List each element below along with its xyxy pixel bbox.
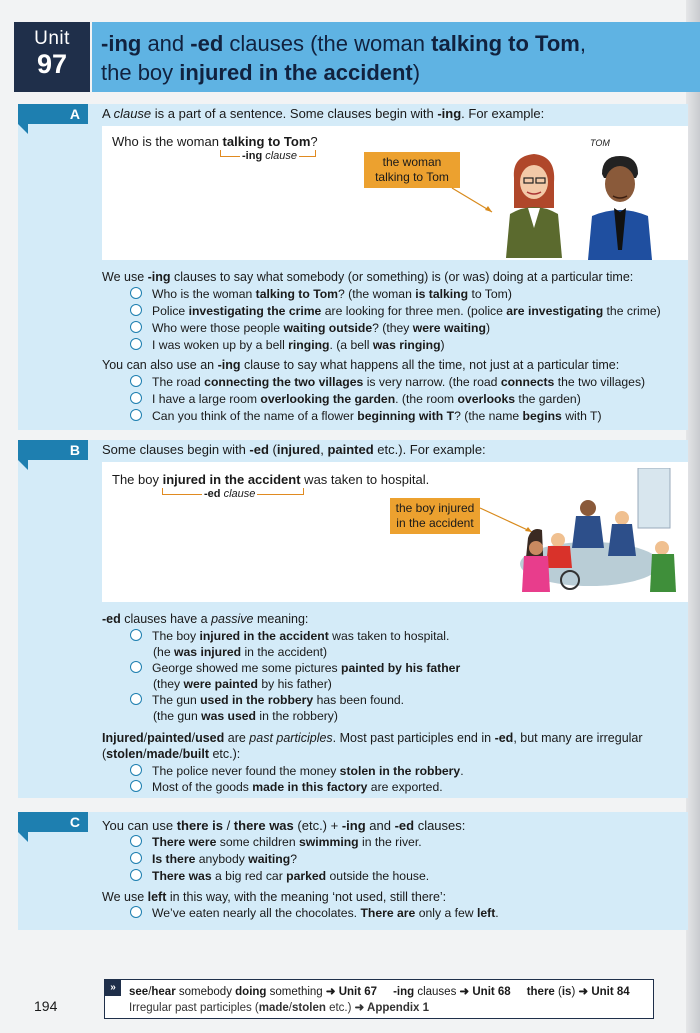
page-number: 194 <box>34 998 58 1014</box>
example-panel-a <box>102 126 688 260</box>
bullet-icon <box>130 375 142 387</box>
bullet-icon <box>130 304 142 316</box>
tab-notch <box>18 460 28 470</box>
left-paragraph: We use left in this way, with the meaning ‘not used, still there’: <box>102 890 447 904</box>
example-item: The gun used in the robbery has been found. <box>130 693 404 707</box>
section-b-intro: Some clauses begin with -ed (injured, painted etc.). For example: <box>102 442 486 457</box>
bullet-icon <box>130 780 142 792</box>
callout-woman: the woman talking to Tom <box>364 152 460 188</box>
unit-word: Unit <box>34 28 70 49</box>
clause-label: -ed clause <box>204 488 256 500</box>
example-panel-b <box>102 462 688 602</box>
example-item: We’ve eaten nearly all the chocolates. There are only a few left. <box>130 906 499 920</box>
title-part: injured in the accident <box>179 60 413 85</box>
use-paragraph: We use -ing clauses to say what somebody (or something) is (or was) doing at a particular time: <box>102 270 634 284</box>
example-item: Can you think of the name of a flower beginning with T? (the name begins with T) <box>130 409 602 423</box>
bullet-icon <box>130 392 142 404</box>
section-tab-a: A <box>18 104 88 124</box>
example-item: Police investigating the crime are looking for three men. (police are investigating the crime) <box>130 304 661 318</box>
example-item: I was woken up by a bell ringing. (a bell was ringing) <box>130 338 445 352</box>
example-sentence: Who is the woman talking to Tom? <box>112 134 318 149</box>
tom-illustration <box>580 150 660 260</box>
title-part: clauses (the woman <box>223 31 432 56</box>
section-a <box>18 104 688 430</box>
title-part: -ing <box>101 31 142 56</box>
accident-illustration <box>518 468 678 598</box>
section-tab-b: B <box>18 440 88 460</box>
tom-label: TOM <box>590 138 610 148</box>
chevron-right-icon: » <box>105 980 121 996</box>
bullet-icon <box>130 693 142 705</box>
link-unit-68[interactable]: ➜ Unit 68 <box>459 986 511 998</box>
section-b <box>18 440 688 798</box>
bullet-icon <box>130 852 142 864</box>
link-appendix-1[interactable]: ➜ Appendix 1 <box>354 1002 430 1014</box>
bullet-icon <box>130 409 142 421</box>
woman-illustration <box>494 148 574 258</box>
example-item: Who were those people waiting outside? (they were waiting) <box>130 321 490 335</box>
unit-badge <box>14 22 90 92</box>
example-item: George showed me some pictures painted by his father <box>130 661 460 675</box>
example-item: Who is the woman talking to Tom? (the woman is talking to Tom) <box>130 287 512 301</box>
title-part: -ed <box>190 31 224 56</box>
section-a-intro: A clause is a part of a sentence. Some clauses begin with -ing. For example: <box>102 106 545 121</box>
section-c <box>18 812 688 930</box>
tab-notch <box>18 124 28 134</box>
link-unit-84[interactable]: ➜ Unit 84 <box>578 986 630 998</box>
example-item: There was a big red car parked outside the house. <box>130 869 429 883</box>
bullet-icon <box>130 287 142 299</box>
clause-label: -ing clause <box>242 150 298 162</box>
cross-reference-line-1: see/hear somebody doing something ➜ Unit 67 -ing clauses ➜ Unit 68 there (is) ➜ Unit 84 <box>129 986 630 998</box>
bullet-icon <box>130 629 142 641</box>
bullet-icon <box>130 661 142 673</box>
example-sentence: The boy injured in the accident was taken to hospital. <box>112 472 430 487</box>
title-part: talking to Tom <box>431 31 580 56</box>
example-explanation: (the gun was used in the robbery) <box>153 709 338 723</box>
passive-paragraph: -ed clauses have a passive meaning: <box>102 612 309 626</box>
example-item: The road connecting the two villages is very narrow. (the road connects the two villages) <box>130 375 645 389</box>
example-explanation: (he was injured in the accident) <box>153 645 328 659</box>
tab-notch <box>18 832 28 842</box>
participles-paragraph-2: (stolen/made/built etc.): <box>102 747 241 761</box>
bullet-icon <box>130 338 142 350</box>
bullet-icon <box>130 906 142 918</box>
example-explanation: (they were painted by his father) <box>153 677 332 691</box>
also-paragraph: You can also use an -ing clause to say what happens all the time, not just at a particular time: <box>102 358 620 372</box>
example-item: The police never found the money stolen in the robbery. <box>130 764 464 778</box>
title-part: and <box>141 31 191 56</box>
example-item: I have a large room overlooking the garden. (the room overlooks the garden) <box>130 392 581 406</box>
page-edge <box>686 0 700 1033</box>
link-unit-67[interactable]: ➜ Unit 67 <box>325 986 378 998</box>
callout-boy: the boy injured in the accident <box>390 498 480 534</box>
example-item: The boy injured in the accident was taken to hospital. <box>130 629 449 643</box>
section-c-intro: You can use there is / there was (etc.) + -ing and -ed clauses: <box>102 818 466 833</box>
example-item: Most of the goods made in this factory are exported. <box>130 780 443 794</box>
bullet-icon <box>130 835 142 847</box>
title-part: the boy <box>101 60 180 85</box>
example-item: There were some children swimming in the river. <box>130 835 422 849</box>
participles-paragraph: Injured/painted/used are past participles. Most past participles end in -ed, but many are irregular <box>102 731 643 745</box>
cross-reference-line-2: Irregular past participles (made/stolen etc.) ➜ Appendix 1 <box>129 1002 430 1014</box>
bullet-icon <box>130 321 142 333</box>
unit-number: 97 <box>36 49 68 79</box>
bullet-icon <box>130 869 142 881</box>
title-part: , <box>579 31 586 56</box>
example-item: Is there anybody waiting? <box>130 852 297 866</box>
bullet-icon <box>130 764 142 776</box>
section-tab-c: C <box>18 812 88 832</box>
title-part: ) <box>412 60 421 85</box>
page-title <box>101 29 691 87</box>
cross-reference-box <box>104 979 654 1019</box>
